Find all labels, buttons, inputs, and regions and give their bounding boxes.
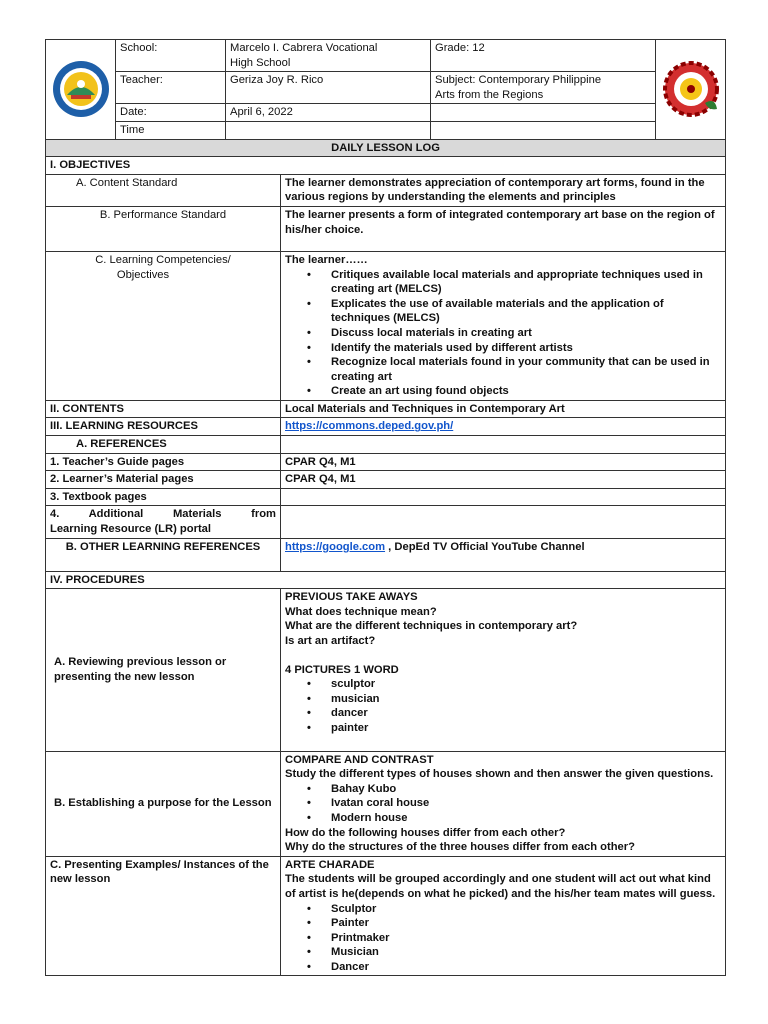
list-item: • Create an art using found objects bbox=[331, 384, 721, 399]
contents-value: Local Materials and Techniques in Contemporary Art bbox=[281, 400, 726, 418]
list-item: • Musician bbox=[331, 945, 721, 960]
learning-resources-label: III. LEARNING RESOURCES bbox=[46, 418, 281, 436]
list-item: • Painter bbox=[331, 916, 721, 931]
list-item: • Dancer bbox=[331, 960, 721, 975]
division-seal-icon bbox=[51, 59, 111, 119]
procedure-b-label: B. Establishing a purpose for the Lesson bbox=[46, 751, 281, 856]
empty-cell bbox=[281, 506, 726, 538]
contents-label: II. CONTENTS bbox=[46, 400, 281, 418]
school-label: School: bbox=[116, 40, 226, 72]
list-item: • painter bbox=[331, 721, 721, 736]
list-item: • Explicates the use of available materials and the application of techniques (MELCS) bbox=[331, 297, 721, 326]
daily-lesson-log-title: DAILY LESSON LOG bbox=[46, 139, 726, 157]
school-value: Marcelo I. Cabrera Vocational High School bbox=[226, 40, 431, 72]
list-item: • Recognize local materials found in your community that can be used in creating art bbox=[331, 355, 721, 384]
list-item: • Sculptor bbox=[331, 902, 721, 917]
learning-competencies-label: C. Learning Competencies/ Objectives bbox=[46, 251, 281, 400]
content-standard-label: A. Content Standard bbox=[46, 174, 281, 206]
teachers-guide-label: 1. Teacher’s Guide pages bbox=[46, 453, 281, 471]
performance-standard-text: The learner presents a form of integrated contemporary art base on the region of his/her choice. bbox=[281, 206, 726, 251]
other-references-label: B. OTHER LEARNING REFERENCES bbox=[46, 538, 281, 571]
teacher-value: Geriza Joy R. Rico bbox=[226, 72, 431, 104]
objectives-heading: I. OBJECTIVES bbox=[46, 157, 726, 175]
empty-cell bbox=[281, 436, 726, 454]
additional-materials-label: 4. Additional Materials from Learning Resource (LR) portal bbox=[46, 506, 281, 538]
empty-cell bbox=[431, 121, 656, 139]
lesson-log-page bbox=[45, 39, 725, 976]
procedure-a-content: PREVIOUS TAKE AWAYS What does technique mean? What are the different techniques in contemporary art? Is art an artifact? 4 PICTURES 1 WORD • sculptor • musician • dancer • painter bbox=[281, 589, 726, 751]
learners-material-label: 2. Learner’s Material pages bbox=[46, 471, 281, 489]
date-value: April 6, 2022 bbox=[226, 104, 431, 122]
textbook-label: 3. Textbook pages bbox=[46, 488, 281, 506]
list-item: • Printmaker bbox=[331, 931, 721, 946]
procedures-heading: IV. PROCEDURES bbox=[46, 571, 726, 589]
houses-list bbox=[285, 782, 721, 826]
procedure-b-content: COMPARE AND CONTRAST Study the different types of houses shown and then answer the given questions. • Bahay Kubo • Ivatan coral house • Modern house How do the following houses differ from each other? Why do the structures of the three houses differ from each other? bbox=[281, 751, 726, 856]
teachers-guide-value: CPAR Q4, M1 bbox=[281, 453, 726, 471]
list-item: • Modern house bbox=[331, 811, 721, 826]
list-item: • sculptor bbox=[331, 677, 721, 692]
list-item: • Ivatan coral house bbox=[331, 796, 721, 811]
content-standard-text: The learner demonstrates appreciation of contemporary art forms, found in the various regions by understanding the elements and principles bbox=[281, 174, 726, 206]
list-item: • Bahay Kubo bbox=[331, 782, 721, 797]
school-gear-seal-icon bbox=[661, 59, 721, 119]
procedure-c-label: C. Presenting Examples/ Instances of the new lesson bbox=[46, 856, 281, 976]
time-label: Time bbox=[116, 121, 226, 139]
school-seal-cell bbox=[656, 40, 726, 140]
list-item: • dancer bbox=[331, 706, 721, 721]
date-label: Date: bbox=[116, 104, 226, 122]
procedure-c-content: ARTE CHARADE The students will be grouped accordingly and one student will act out what kind of artist is he(depends on what he picked) and the his/her team mates will guess. • Sculptor • Painter • Printmaker • Musician • Dancer bbox=[281, 856, 726, 976]
competency-list bbox=[285, 268, 721, 399]
division-seal-cell bbox=[46, 40, 116, 140]
google-link[interactable]: https://google.com bbox=[285, 540, 386, 553]
main-table bbox=[45, 139, 726, 977]
deped-commons-link[interactable]: https://commons.deped.gov.ph/ bbox=[285, 420, 454, 433]
list-item: • musician bbox=[331, 692, 721, 707]
references-label: A. REFERENCES bbox=[46, 436, 281, 454]
artist-list bbox=[285, 902, 721, 975]
header-table bbox=[45, 39, 726, 140]
other-references-value: https://google.com , DepEd TV Official YouTube Channel bbox=[281, 538, 726, 571]
grade-value: Grade: 12 bbox=[431, 40, 656, 72]
empty-cell bbox=[431, 104, 656, 122]
pictures-word-list bbox=[285, 677, 721, 735]
learners-material-value: CPAR Q4, M1 bbox=[281, 471, 726, 489]
learning-competencies-text: The learner…… • Critiques available local materials and appropriate techniques used in creating art (MELCS) • Explicates the use of available materials and the application of techniques (MELCS) • Discuss local materials in creating art • Identify the materials used by different artists • Recognize local materials found in your community that can be used in creating art • Create an art using found objects bbox=[281, 251, 726, 400]
empty-cell bbox=[281, 488, 726, 506]
learning-resources-link-cell bbox=[281, 418, 726, 436]
teacher-label: Teacher: bbox=[116, 72, 226, 104]
list-item: • Discuss local materials in creating art bbox=[331, 326, 721, 341]
performance-standard-label: B. Performance Standard bbox=[46, 206, 281, 251]
list-item: • Identify the materials used by different artists bbox=[331, 341, 721, 356]
time-value bbox=[226, 121, 431, 139]
list-item: • Critiques available local materials and appropriate techniques used in creating art (MELCS) bbox=[331, 268, 721, 297]
procedure-a-label: A. Reviewing previous lesson or presenting the new lesson bbox=[46, 589, 281, 751]
subject-value: Subject: Contemporary Philippine Arts from the Regions bbox=[431, 72, 656, 104]
